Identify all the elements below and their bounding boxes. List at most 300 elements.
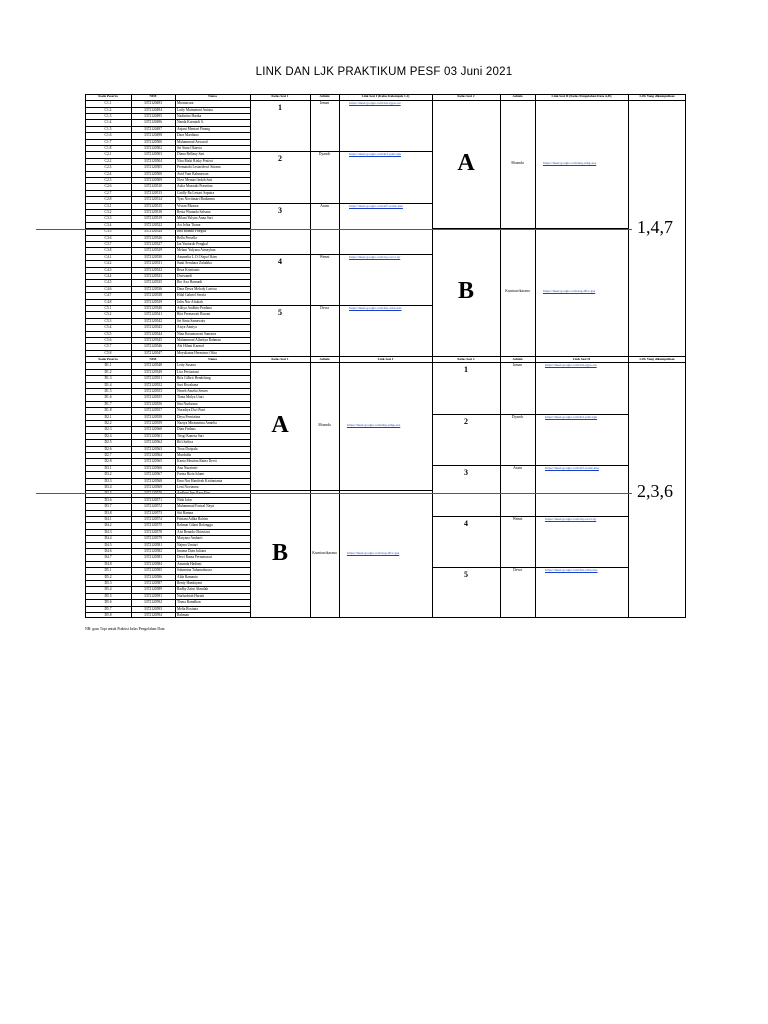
- participant-name: Iza Yuniardo Pengkal: [177, 242, 208, 246]
- participant-nim: 3372120493: [144, 101, 162, 106]
- group-number: 4: [464, 519, 468, 528]
- participant-code: C1.7: [104, 139, 112, 144]
- participant-code: C3.8: [104, 248, 112, 253]
- meet-link-session2[interactable]: https://meet.google.com/ehg-szhg-eea: [543, 161, 597, 166]
- group-admin: Irman: [512, 363, 523, 368]
- participant-name: Ema Nur Hanifeah Kirtiantanta: [177, 478, 223, 483]
- participant-code: C5.6: [104, 338, 112, 342]
- meet-link-session2[interactable]: https://meet.google.com/ttq-owvr-rjr: [545, 517, 597, 521]
- participant-code: C4.5: [104, 280, 112, 285]
- participant-nim: 3372120572: [144, 504, 162, 509]
- participant-nim: 3372120503: [144, 152, 162, 157]
- participant-nim: 3372120513: [144, 190, 162, 195]
- participant-name: Hilal Gabriel Serafa: [177, 293, 206, 298]
- participant-code: C4.6: [104, 286, 112, 291]
- participant-name: Melia Rosiana: [177, 606, 198, 611]
- participant-nim: 3372120540: [144, 306, 162, 310]
- participant-name: Dara Mardiana: [177, 133, 199, 138]
- participant-code: D5.3: [104, 581, 112, 585]
- participant-name: Fitriani Adika Rohim: [177, 517, 208, 521]
- participant-nim: 3372120498: [144, 133, 162, 138]
- participant-code: D3.4: [104, 485, 112, 489]
- group-number: 1: [464, 365, 468, 375]
- group-admin: Irman: [319, 101, 330, 106]
- class-letter: A: [457, 150, 475, 177]
- class-admin: Moanda: [511, 161, 524, 166]
- participant-nim: 3372120578: [144, 529, 162, 534]
- participant-code: D2.8: [104, 459, 112, 464]
- group-number: 1: [278, 103, 282, 113]
- participant-name: Imama Dian Juliana: [177, 549, 206, 553]
- header-nim-top: NIM: [149, 94, 157, 99]
- meet-link-session1[interactable]: https://meet.google.com/xzi-rgpe-ost: [349, 101, 401, 106]
- participant-code: D4.5: [104, 542, 112, 547]
- meet-link-session1[interactable]: https://meet.google.com/aff-wamr-kna: [349, 203, 403, 208]
- participant-name: Nina Kusumawati Samawa: [177, 331, 217, 336]
- participant-nim: 3372120586: [144, 574, 162, 579]
- participant-nim: 3372120514: [144, 197, 162, 202]
- participant-name: Neneh Amelia Semes: [177, 389, 208, 393]
- participant-nim: 3372120519: [144, 216, 162, 221]
- participant-code: C4.1: [104, 254, 112, 259]
- class-admin: Kurniawikarana: [505, 289, 530, 294]
- participant-code: D2.3: [104, 427, 112, 432]
- participant-code: C3.7: [104, 242, 112, 246]
- participant-code: D4.1: [104, 517, 112, 521]
- meet-link-session1[interactable]: https://meet.google.com/ehg-szhg-eea: [347, 423, 401, 428]
- group-admin: Wenni: [319, 254, 330, 259]
- class-admin: Moanda: [318, 423, 331, 428]
- participant-code: C3.4: [104, 222, 112, 227]
- participant-nim: 3372120592: [144, 600, 162, 605]
- participant-code: D1.6: [104, 395, 112, 400]
- participant-name: Kania Meutina Ratna Devti: [177, 459, 217, 464]
- participant-nim: 3372120494: [144, 107, 162, 112]
- participant-name: Rifa Gilbrit Hendrilang: [177, 376, 211, 381]
- participant-code: D3.6: [104, 497, 112, 502]
- participant-code: D1.1: [104, 363, 112, 368]
- header-link2-bottom: Link Sesi II: [573, 356, 590, 361]
- participant-code: D2.2: [104, 421, 112, 425]
- meet-link-session2[interactable]: https://meet.google.com/asg-dfrv-gas: [543, 289, 596, 294]
- participant-nim: 3372120505: [144, 165, 162, 170]
- participant-name: Rahmat Gilani Rolangga: [177, 523, 213, 528]
- header-sesi1-top: Kelas Sesi 1: [271, 94, 289, 99]
- participant-nim: 3372120583: [144, 555, 162, 560]
- participant-name: Abi Hilani Karmal: [177, 344, 204, 349]
- participant-code: C1.3: [104, 114, 112, 118]
- column-rule: [628, 94, 629, 618]
- participant-code: D3.5: [104, 491, 112, 496]
- participant-nim: 3372120569: [144, 485, 162, 489]
- participant-name: Lutfy Mutmainni Anisna: [177, 107, 213, 112]
- class-rule: [250, 490, 432, 491]
- participant-code: D2.7: [104, 453, 112, 457]
- class-letter: A: [271, 412, 289, 439]
- participant-name: Aisi Renada Oktaviani: [177, 529, 210, 534]
- header-ljk-top: LJK Yang dikumpulkan: [639, 94, 675, 99]
- participant-code: D1.4: [104, 382, 112, 387]
- group-number: 3: [278, 205, 282, 215]
- participant-code: C1.6: [104, 133, 112, 138]
- meet-link-session1[interactable]: https://meet.google.com/fsn-zrbn-nxs: [349, 306, 402, 310]
- participant-code: D1.2: [104, 369, 112, 374]
- participant-code: C1.5: [104, 126, 112, 131]
- participant-code: C3.2: [104, 210, 112, 214]
- header-admin1-bottom: Admin: [319, 356, 330, 361]
- annotation-bottom: 2,3,6: [637, 481, 673, 501]
- participant-nim: 3372120541: [144, 312, 162, 317]
- participant-nim: 3372120526: [144, 235, 162, 240]
- participant-nim: 3372120571: [144, 497, 162, 502]
- participant-name: Amanelia L.O.I Sapa Oktav: [177, 254, 218, 259]
- header-sesi2-top: Kelas Sesi 2: [457, 94, 475, 99]
- participant-code: C1.8: [104, 146, 112, 150]
- participant-code: D1.3: [104, 376, 112, 381]
- participant-nim: 3372120527: [144, 242, 162, 246]
- header-nama-bottom: Nama: [208, 356, 217, 361]
- participant-name: Bella Persella: [177, 235, 197, 240]
- participant-code: C3.6: [104, 235, 112, 240]
- group-rule: [250, 203, 432, 204]
- column-rule: [175, 94, 176, 618]
- participant-code: C3.5: [104, 229, 112, 234]
- participant-name: Meyuliama Herminus Ofita: [177, 350, 217, 355]
- header-admin2-top: Admin: [512, 94, 523, 99]
- participant-nim: 3372120543: [144, 325, 162, 330]
- participant-code: D1.7: [104, 401, 112, 406]
- participant-name: Sari Riwahana: [177, 382, 199, 387]
- participant-name: Dian Firdaus: [177, 427, 196, 432]
- participant-nim: 3372120591: [144, 593, 162, 598]
- participant-code: D5.8: [104, 613, 112, 617]
- participant-name: Novi Mentari Indah Sari: [177, 178, 213, 182]
- column-rule: [500, 94, 501, 618]
- group-admin: Arum: [513, 465, 522, 470]
- participant-code: D3.8: [104, 510, 112, 515]
- header-admin1-top: Admin: [319, 94, 330, 99]
- participant-name: Leni Novianna: [177, 485, 199, 489]
- participant-nim: 3372120563: [144, 446, 162, 451]
- participant-nim: 3372120574: [144, 517, 162, 521]
- participant-nim: 3372120548: [144, 363, 162, 368]
- group-admin: Dyandr: [511, 414, 524, 419]
- participant-name: Fariza Rizia Islami: [177, 472, 205, 477]
- participant-nim: 3372120530: [144, 254, 162, 259]
- footnote: NB: gaas Topi untuk Praktisi kelas Pengolahan Data: [85, 627, 165, 631]
- meet-link-session2[interactable]: https://meet.google.com/xzi-rgpe-ost: [545, 363, 597, 368]
- participant-code: D4.8: [104, 561, 112, 566]
- meet-link-session2[interactable]: https://meet.google.com/aff-wamr-kna: [545, 465, 599, 470]
- participant-name: Vivian Muzara: [177, 203, 199, 208]
- participant-name: Radhy Zaini Akmilah: [177, 587, 209, 592]
- participant-name: Tissa Dwipala: [177, 446, 198, 451]
- participant-nim: 3372120529: [144, 248, 162, 253]
- participant-nim: 3372120565: [144, 459, 162, 464]
- participant-code: C2.2: [104, 158, 112, 163]
- participant-code: C2.8: [104, 197, 112, 202]
- participant-nim: 3372120504: [144, 158, 162, 163]
- participant-code: D1.5: [104, 389, 112, 393]
- participant-name: Irna Rianda Fiorgita: [177, 229, 207, 234]
- class-letter: B: [457, 278, 474, 305]
- group-admin: Wenni: [512, 517, 523, 521]
- participant-name: Nisa Rizki Rizky Pratiwi: [177, 158, 214, 163]
- participant-code: D2.1: [104, 414, 112, 419]
- participant-code: C4.8: [104, 299, 112, 304]
- participant-nim: 3372120567: [144, 472, 162, 477]
- participant-code: C3.1: [104, 203, 112, 208]
- participant-name: Rahman: [177, 613, 189, 617]
- meet-link-session1[interactable]: https://meet.google.com/ttq-owvr-rjr: [349, 254, 401, 259]
- participant-nim: 3372120515: [144, 203, 162, 208]
- header-nim-bottom: NIM: [149, 356, 157, 361]
- participant-code: D2.6: [104, 446, 112, 451]
- participant-code: C5.1: [104, 306, 112, 310]
- participant-nim: 3372120562: [144, 440, 162, 445]
- participant-nim: 3372120497: [144, 126, 162, 131]
- participant-nim: 3372120509: [144, 178, 162, 182]
- header-nama-top: Nama: [208, 94, 217, 99]
- participant-name: Permatabi Lestaridewi Sitrana: [177, 165, 221, 170]
- participant-name: Rifi Safitra: [177, 440, 194, 445]
- participant-code: C4.2: [104, 261, 112, 266]
- participant-nim: 3372120518: [144, 210, 162, 214]
- participant-name: Avid Yani Rahmawan: [177, 171, 209, 176]
- participant-name: Reza Kristianto: [177, 267, 200, 272]
- participant-name: Trisgi Kanesa Sari: [177, 433, 204, 438]
- participant-code: C2.3: [104, 165, 112, 170]
- participant-nim: 3372120522: [144, 222, 162, 227]
- participant-name: Santi Seruhara Zulaikha: [177, 261, 212, 266]
- participant-code: C5.7: [104, 344, 112, 349]
- participant-name: Nadinitra Harika: [177, 114, 202, 118]
- participant-nim: 3372120557: [144, 408, 162, 413]
- participant-nim: 3372120539: [144, 299, 162, 304]
- participant-nim: 3372120575: [144, 523, 162, 528]
- meet-link-session1[interactable]: https://meet.google.com/asg-dfrv-gas: [347, 551, 400, 556]
- participant-code: D3.3: [104, 478, 112, 483]
- column-rule: [535, 94, 536, 618]
- participant-nim: 3372120496: [144, 120, 162, 125]
- participant-nim: 3372120587: [144, 581, 162, 585]
- annotation-top: 1,4,7: [637, 217, 673, 237]
- participant-code: C5.4: [104, 325, 112, 330]
- meet-link-session2[interactable]: https://meet.google.com/kcf-pshr-tgh: [545, 414, 598, 419]
- participant-name: Miranacara: [177, 101, 194, 106]
- meet-link-session2[interactable]: https://meet.google.com/fsn-zrbn-nxs: [545, 568, 598, 573]
- participant-nim: 3372120542: [144, 318, 162, 323]
- participant-name: Tyas Novitasari Budiarma: [177, 197, 215, 202]
- participant-code: D3.1: [104, 465, 112, 470]
- group-number: 2: [464, 416, 468, 426]
- participant-code: D2.4: [104, 433, 112, 438]
- participant-nim: 3372120538: [144, 293, 162, 298]
- participant-nim: 3372120561: [144, 433, 162, 438]
- header-ljk-bottom: LJK Yang dikumpulkan: [639, 356, 675, 361]
- column-rule: [310, 94, 311, 618]
- participant-name: Jalin Nur Afrakah: [177, 299, 203, 304]
- participant-nim: 3372120582: [144, 549, 162, 553]
- group-number: 2: [278, 154, 282, 164]
- participant-nim: 3372120495: [144, 114, 162, 118]
- participant-name: Amanda Hadiani: [177, 561, 202, 566]
- participant-code: D3.7: [104, 504, 112, 509]
- participant-name: Lita Pertiariani: [177, 369, 199, 374]
- participant-name: Milani Yulyna Anna Sari: [177, 216, 213, 221]
- participant-name: Nanda Kurniadi S.: [177, 120, 204, 125]
- header-admin2-bottom: Admin: [512, 356, 523, 361]
- participant-nim: 3372120546: [144, 344, 162, 349]
- participant-code: C5.5: [104, 331, 112, 336]
- participant-name: Sabamina Tubamahusea: [177, 568, 212, 573]
- participant-name: Sri Sinta Samawaty: [177, 318, 206, 323]
- participant-code: D1.8: [104, 408, 112, 413]
- participant-name: Diana Bellany Sari: [177, 152, 205, 157]
- participant-code: C2.1: [104, 152, 112, 157]
- participant-nim: 3372120544: [144, 331, 162, 336]
- participant-nim: 3372120589: [144, 587, 162, 592]
- participant-name: Renty Handayani: [177, 581, 203, 585]
- group-number: 4: [278, 256, 282, 266]
- participant-nim: 3372120593: [144, 606, 162, 611]
- participant-name: Muhammad Anwarul: [177, 139, 208, 144]
- participant-name: Caidly Ba Lestari Saputra: [177, 190, 215, 195]
- participant-name: Dwiwandi: [177, 274, 192, 278]
- participant-code: D3.2: [104, 472, 112, 477]
- participant-nim: 3372120594: [144, 613, 162, 617]
- participant-nim: 3372120549: [144, 369, 162, 374]
- participant-code: C2.4: [104, 171, 112, 176]
- participant-nim: 3372120559: [144, 421, 162, 425]
- participant-name: Maryana Ambarti: [177, 536, 203, 541]
- header-kode-top: Kode Peserta: [98, 94, 118, 99]
- participant-nim: 3372120500: [144, 139, 162, 144]
- participant-name: Letty Susana: [177, 363, 196, 368]
- header-kode-bottom: Kode Peserta: [98, 356, 118, 361]
- participant-nim: 3372120532: [144, 267, 162, 272]
- annotation-line-top: [36, 229, 632, 230]
- participant-name: Aisya Anniya: [177, 325, 197, 330]
- participant-name: Sri Sinta Oktavia: [177, 146, 202, 150]
- participant-code: C2.7: [104, 190, 112, 195]
- class-letter: B: [271, 540, 288, 567]
- participant-code: C5.8: [104, 350, 112, 355]
- participant-name: Ana Nuraineti: [177, 465, 198, 470]
- participant-nim: 3372120558: [144, 414, 162, 419]
- participant-nim: 3372120570: [144, 491, 162, 496]
- meet-link-session1[interactable]: https://meet.google.com/kcf-pshr-tgh: [349, 152, 402, 157]
- participant-nim: 3372120547: [144, 350, 162, 355]
- participant-name: Ari Jelita Tirana: [177, 222, 201, 227]
- participant-code: D4.4: [104, 536, 112, 541]
- participant-code: D5.6: [104, 600, 112, 605]
- participant-name: Sita Nurlarasa: [177, 401, 198, 406]
- participant-nim: 3372120573: [144, 510, 162, 515]
- participant-name: Melani Yulyana Atmayhan: [177, 248, 216, 253]
- group-admin: Arum: [320, 203, 329, 208]
- participant-nim: 3372120556: [144, 401, 162, 406]
- participant-name: Tiana Mulya Utari: [177, 395, 204, 400]
- participant-nim: 3372120535: [144, 280, 162, 285]
- participant-code: C1.1: [104, 101, 112, 106]
- group-admin: Dewa: [320, 306, 329, 310]
- participant-code: D2.5: [104, 440, 112, 445]
- participant-nim: 3372120531: [144, 261, 162, 266]
- participant-code: C5.3: [104, 318, 112, 323]
- participant-code: C1.4: [104, 120, 112, 125]
- group-admin: Dyandr: [318, 152, 331, 157]
- participant-name: Najma Umiari: [177, 542, 198, 547]
- participant-nim: 3372120510: [144, 184, 162, 189]
- participant-name: Rita Permawati Rizzan: [177, 312, 211, 317]
- header-sesi1-bottom: Kelas Sesi 1: [271, 356, 289, 361]
- participant-nim: 3372120524: [144, 229, 162, 234]
- participant-code: C2.6: [104, 184, 112, 189]
- participant-nim: 3372120552: [144, 382, 162, 387]
- participant-nim: 3372120536: [144, 286, 162, 291]
- participant-name: Muhammad Alfarhya Rahman: [177, 338, 221, 342]
- participant-nim: 3372120585: [144, 568, 162, 573]
- participant-name: Naziya Mirasmitna Annelia: [177, 421, 217, 425]
- header-link2-top: Link Sesi II (Kelas Pengolahan Data A,B): [551, 94, 612, 99]
- participant-nim: 3372120508: [144, 171, 162, 176]
- group-rule: [250, 151, 432, 152]
- participant-nim: 3372120579: [144, 536, 162, 541]
- participant-nim: 3372120502: [144, 146, 162, 150]
- group-number: 3: [464, 467, 468, 477]
- participant-code: D5.7: [104, 606, 112, 611]
- participant-name: Nurbadriah Hariati: [177, 593, 205, 598]
- participant-name: Alda Ramania: [177, 574, 198, 579]
- participant-name: Nida Jafar: [177, 497, 192, 502]
- participant-nim: 3372120551: [144, 376, 162, 381]
- group-rule: [250, 305, 432, 306]
- header-link1-bottom: Link Sesi I: [377, 356, 394, 361]
- participant-nim: 3372120560: [144, 427, 162, 432]
- participant-nim: 3372120553: [144, 389, 162, 393]
- participant-code: D5.1: [104, 568, 112, 573]
- annotation-line-bottom: [36, 493, 632, 494]
- participant-name: Tisma Ramdhan: [177, 600, 201, 605]
- attendance-table: [85, 94, 686, 621]
- participant-name: Muhammad Farizal Nayri: [177, 504, 215, 509]
- participant-nim: 3372120566: [144, 465, 162, 470]
- group-admin: Dewa: [513, 568, 522, 573]
- group-rule: [250, 254, 432, 255]
- participant-code: D5.2: [104, 574, 112, 579]
- column-rule: [339, 94, 340, 618]
- participant-code: C5.2: [104, 312, 112, 317]
- participant-name: Resta Winanda Salsana: [177, 210, 211, 214]
- participant-name: Aditya Andhito Pradana: [177, 306, 212, 310]
- participant-code: C4.7: [104, 293, 112, 298]
- participant-nim: 3372120581: [144, 542, 162, 547]
- participant-code: D4.6: [104, 549, 112, 553]
- participant-name: Murdalda: [177, 453, 191, 457]
- participant-code: D5.4: [104, 587, 112, 592]
- participant-nim: 3372120555: [144, 395, 162, 400]
- participant-name: Aulia Muzzaki Prasetina: [177, 184, 213, 189]
- participant-code: D5.5: [104, 593, 112, 598]
- participant-nim: 3372120568: [144, 478, 162, 483]
- group-number: 5: [464, 570, 468, 580]
- participant-code: C2.5: [104, 178, 112, 182]
- page-title: LINK DAN LJK PRAKTIKUM PESF 03 Juni 2021: [255, 66, 513, 78]
- participant-code: C1.2: [104, 107, 112, 112]
- participant-nim: 3372120564: [144, 453, 162, 457]
- participant-name: Rio Aza Harmadi: [177, 280, 203, 285]
